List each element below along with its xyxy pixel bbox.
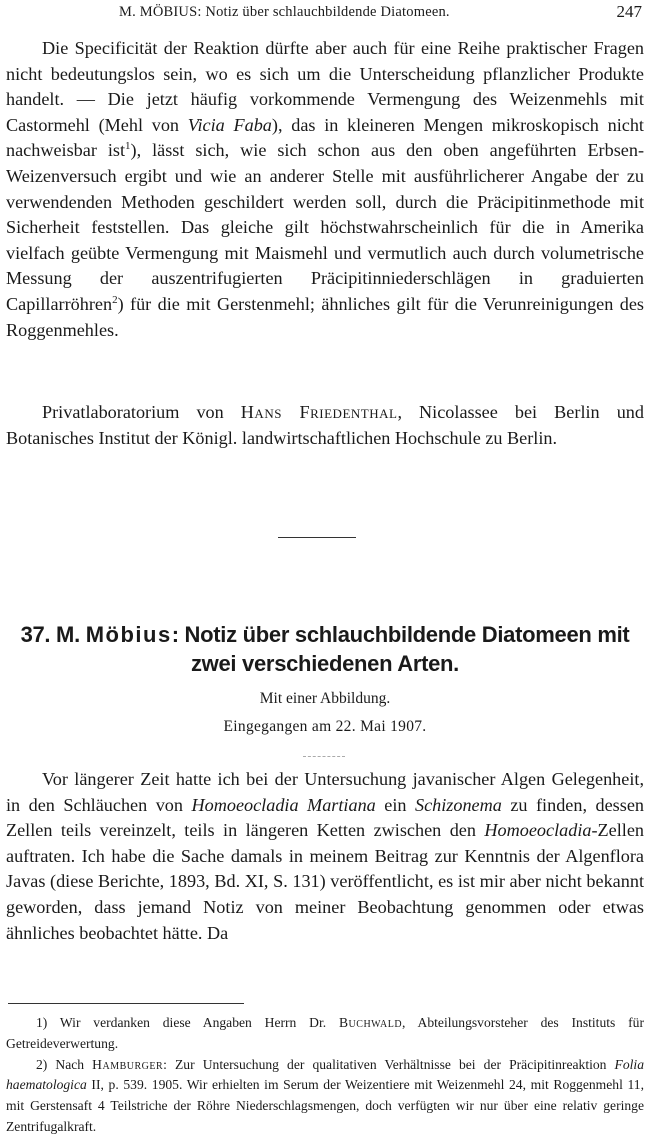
article-author-surname: Möbius [85,622,172,647]
paragraph-text: ) für die mit Gerstenmehl; ähnliches gilt für die Verunreinigungen des Roggenmehles. [6,293,644,340]
paragraph-text: Die Specificität der Reaktion dürfte aber auch für eine Reihe praktischer Fragen nicht bedeutungslos sein, wo es sich um die Unterscheidung pflanzlicher Produkte handelt. — Die jetzt häufig vorkommende Vermengung des Weizenmehls mit Castormehl (Mehl von [6,38,644,135]
article-title [0,620,650,678]
journal-title: Folia haematologica [6,1056,644,1093]
running-head-title: M. MÖBIUS: Notiz über schlauchbildende Diatomeen. [119,4,450,20]
footnote-text: , Abteilungsvorsteher des Instituts für Getreideverwertung. [6,1015,644,1051]
paragraph-text: ), das in kleineren Mengen mikroskopisch nicht nachweisbar ist [6,114,644,161]
small-divider [303,756,345,757]
body-text: ein [375,794,415,815]
previous-article-paragraph [6,36,644,343]
footnote-rule [8,1003,244,1004]
received-date: Eingegangen am 22. Mai 1907. [223,718,427,735]
author-name: Hans Friedenthal [240,402,398,422]
species-name: Homoeocladia [484,820,592,841]
article-title-line2: zwei verschiedenen Arten. [190,651,459,676]
article-number-author: 37. M. [20,622,86,647]
footnote-text: 1) Wir verdanken diese Angaben Herrn Dr. [36,1015,339,1030]
article-title-line1: : Notiz über schlauchbildende Diatomeen mit [171,622,630,647]
paragraph-text: ), lässt sich, wie sich schon aus den oben angeführten Erbsen-Weizenversuch ergibt und wie an anderer Stelle mit ausführlicherer Angabe der zu verwendenden Methoden geschildert werden soll, durch die Präcipitinmethode mit Sicherheit feststellen. Das gleiche gilt höchstwahrscheinlich für die in Amerika vielfach geübte Vermengung mit Maismehl und vermutlich auch durch volumetrische Messung der auszentrifugierten Präcipitinniederschlägen in graduierten Capillarröhren [6,140,645,314]
footnote-marker: 2 [112,293,118,306]
species-name: Schizonema [414,794,502,815]
section-divider [278,537,356,538]
footnote-person: Hamburger [92,1056,164,1072]
footnote-1 [6,1013,644,1055]
affiliation-text: Privatlaboratorium von [42,402,241,422]
article-body-paragraph [6,767,644,946]
affiliation-paragraph [6,400,644,451]
footnote-marker: 1 [125,140,131,153]
body-text: zu finden, dessen Zellen teils vereinzelt, teils in längeren Ketten zwischen den [6,794,644,841]
running-head [0,2,650,22]
footnote-2 [6,1055,644,1138]
body-text: Vor längerer Zeit hatte ich bei der Untersuchung javanischer Algen Gelegenheit, in den Schläuchen von [6,769,644,815]
species-name: Vicia Faba [187,114,272,135]
affiliation-text: , Nicolassee bei Berlin und Botanisches Institut der Königl. landwirtschaftlichen Hochschule zu Berlin. [6,402,644,448]
species-name: Homoeocladia Martiana [191,794,376,815]
footnote-text: 2) Nach [36,1056,93,1072]
footnote-text: : Zur Untersuchung der qualitativen Verhältnisse bei der Präcipitinreaktion [163,1056,615,1072]
article-subtitle: Mit einer Abbildung. [259,690,391,707]
page-number: 247 [616,2,642,21]
footnote-text: II, p. 539. 1905. Wir erhielten im Serum der Weizentiere mit Weizenmehl 24, mit Roggenmehl 11, mit Gerstensaft 4 Teilstriche der Röhre Niederschlagsmengen, doch verfügten wir nur über eine relativ geringe Zentrifugalkraft. [6,1077,644,1134]
body-text: -Zellen auftraten. Ich habe die Sache damals in meinem Beitrag zur Kenntnis der Algenflora Javas (diese Berichte, 1893, Bd. XI, S. 131) veröffentlicht, es ist mir aber nicht bekannt geworden, dass jemand Notiz von meiner Beobachtung genommen oder etwas ähnliches beobachtet hätte. Da [6,820,644,943]
footnote-person: Buchwald [338,1015,403,1030]
footnotes [6,1013,644,1138]
